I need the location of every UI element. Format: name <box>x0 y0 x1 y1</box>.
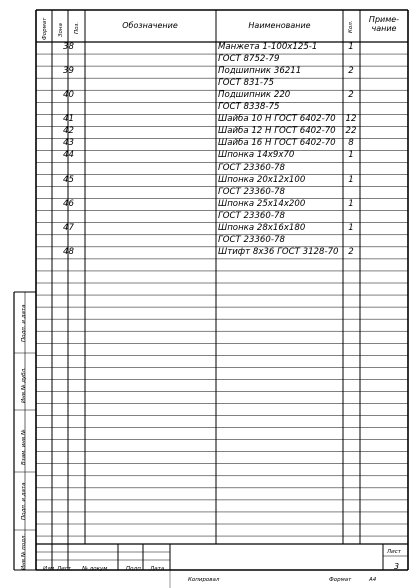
row-position: 46 <box>63 198 74 209</box>
row-name: ГОСТ 8752-79 <box>218 54 280 65</box>
row-quantity: 2 <box>348 66 354 77</box>
row-position: 42 <box>63 126 74 137</box>
row-name: Шайба 16 Н ГОСТ 6402-70 <box>218 138 336 149</box>
footer-format-value: А4 <box>369 577 377 583</box>
stamp-izm: Изм <box>43 566 55 572</box>
row-name: Шпонка 14х9х70 <box>218 150 295 161</box>
row-name: Шайба 10 Н ГОСТ 6402-70 <box>218 114 336 125</box>
side-sign-date-1: Подп. и дата <box>21 304 27 342</box>
side-vzam-inv: Взам. инв.№ <box>21 429 27 465</box>
row-name: Штифт 8х36 ГОСТ 3128-70 <box>218 246 339 257</box>
row-position: 45 <box>63 174 74 185</box>
header-format: Формат <box>42 17 48 40</box>
row-name: ГОСТ 23360-78 <box>218 186 285 197</box>
row-position: 39 <box>63 66 74 77</box>
row-name: Шпонка 25х14х200 <box>218 198 306 209</box>
row-quantity: 8 <box>348 138 354 149</box>
header-pos: Поз. <box>74 21 80 34</box>
side-inv-dubl: Инв.№ дубл. <box>21 367 27 403</box>
stamp-doc-no: № докум. <box>82 566 110 572</box>
row-position: 48 <box>63 246 74 257</box>
row-name: ГОСТ 8338-75 <box>218 102 280 113</box>
row-position: 38 <box>63 42 74 52</box>
side-sign-date-2: Подп. и дата <box>21 482 27 520</box>
row-quantity: 1 <box>348 174 354 185</box>
row-quantity: 2 <box>348 90 354 101</box>
row-quantity: 1 <box>348 198 354 209</box>
header-name: Наименование <box>248 21 311 30</box>
row-name: ГОСТ 23360-78 <box>218 210 285 221</box>
row-name: Шпонка 20х12х100 <box>218 174 306 185</box>
header-note <box>360 15 408 33</box>
row-quantity: 1 <box>348 222 354 233</box>
row-quantity: 1 <box>348 42 354 52</box>
row-position: 41 <box>63 114 74 125</box>
header-note-line2: чание <box>371 24 397 33</box>
row-name: ГОСТ 23360-78 <box>218 162 285 173</box>
row-quantity: 12 <box>345 114 357 125</box>
row-name: Подшипник 36211 <box>218 66 302 77</box>
row-position: 44 <box>63 150 74 161</box>
row-name: Манжета 1-100х125-1 <box>218 42 318 52</box>
row-quantity: 22 <box>345 126 357 137</box>
row-name: Шайба 12 Н ГОСТ 6402-70 <box>218 126 336 137</box>
footer-copied: Копировал <box>188 577 220 583</box>
footer-format: Формат <box>329 577 352 583</box>
row-name: ГОСТ 831-75 <box>218 78 274 89</box>
header-zone: Зона <box>58 23 64 37</box>
row-position: 43 <box>63 138 74 149</box>
row-position: 47 <box>63 222 74 233</box>
stamp-sheet-number: 3 <box>394 562 400 571</box>
row-quantity: 2 <box>348 246 354 257</box>
stamp-list: Лист <box>57 566 71 572</box>
row-quantity: 1 <box>348 150 354 161</box>
stamp-date: Дата <box>150 566 165 572</box>
row-position: 40 <box>63 90 74 101</box>
row-name: ГОСТ 23360-78 <box>218 234 285 245</box>
row-name: Шпонка 28х16х180 <box>218 222 306 233</box>
stamp-sign: Подп. <box>126 566 143 572</box>
header-qty: Кол. <box>348 20 354 33</box>
header-note-line1: Приме- <box>368 15 400 24</box>
row-name: Подшипник 220 <box>218 90 291 101</box>
header-designation: Обозначение <box>122 21 178 30</box>
side-inv-podl: Инв.№ подл. <box>21 533 27 570</box>
stamp-sheet-label: Лист <box>387 549 401 555</box>
